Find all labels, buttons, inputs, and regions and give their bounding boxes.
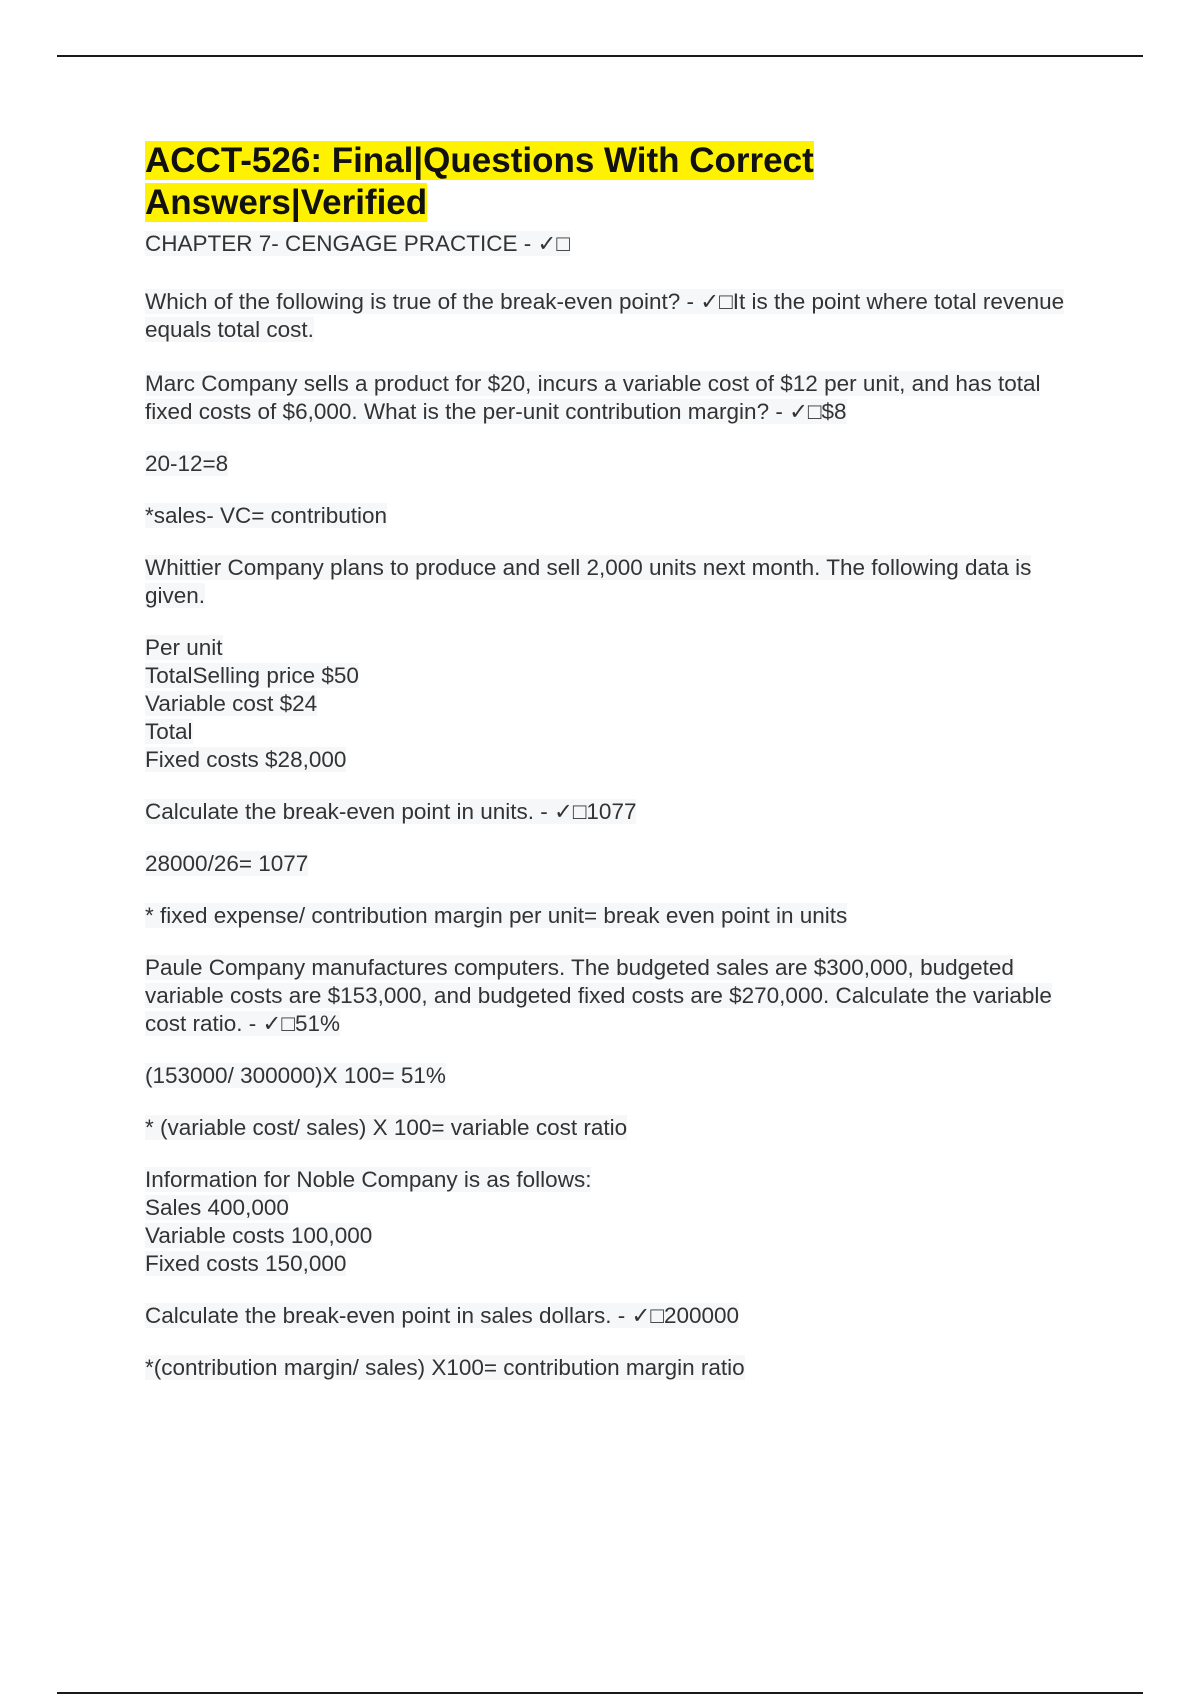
note-contribution: *sales- VC= contribution: [145, 503, 387, 528]
document-body: [145, 140, 1085, 1382]
data-line: Information for Noble Company is as follows:: [145, 1167, 592, 1192]
data-line: Variable cost $24: [145, 691, 318, 716]
data-line: Sales 400,000: [145, 1195, 289, 1220]
footer-rule: [57, 1692, 1143, 1694]
data-line: Per unit: [145, 635, 223, 660]
note-variable-cost-ratio: * (variable cost/ sales) X 100= variable cost ratio: [145, 1115, 628, 1140]
question-break-even-truth: Which of the following is true of the break-even point? - ✓□It is the point where total revenue equals total cost.: [145, 289, 1065, 342]
note-contribution-margin-ratio: *(contribution margin/ sales) X100= contribution margin ratio: [145, 1355, 745, 1380]
data-line: TotalSelling price $50: [145, 663, 359, 688]
question-whittier-intro: Whittier Company plans to produce and sell 2,000 units next month. The following data is given.: [145, 555, 1032, 608]
data-line: Fixed costs 150,000: [145, 1251, 347, 1276]
whittier-data-block: [145, 634, 1085, 774]
document-title: [145, 140, 1085, 224]
question-break-even-sales: Calculate the break-even point in sales dollars. - ✓□200000: [145, 1303, 740, 1328]
header-rule: [57, 55, 1143, 57]
calculation-contribution: 20-12=8: [145, 451, 229, 476]
data-line: Total: [145, 719, 193, 744]
chapter-heading: CHAPTER 7- CENGAGE PRACTICE - ✓□: [145, 231, 570, 256]
question-variable-cost-ratio: Paule Company manufactures computers. The budgeted sales are $300,000, budgeted variable costs are $153,000, and budgeted fixed costs are $270,000. Calculate the variable cost ratio. - ✓□51%: [145, 955, 1052, 1036]
title-line-2: Answers|Verified: [145, 183, 428, 222]
question-break-even-units: Calculate the break-even point in units. - ✓□1077: [145, 799, 637, 824]
question-contribution-margin: Marc Company sells a product for $20, incurs a variable cost of $12 per unit, and has total fixed costs of $6,000. What is the per-unit contribution margin? - ✓□$8: [145, 371, 1041, 424]
data-line: Fixed costs $28,000: [145, 747, 347, 772]
noble-data-block: [145, 1166, 1085, 1278]
note-break-even-units: * fixed expense/ contribution margin per unit= break even point in units: [145, 903, 848, 928]
title-line-1: ACCT-526: Final|Questions With Correct: [145, 141, 814, 180]
data-line: Variable costs 100,000: [145, 1223, 373, 1248]
calculation-variable-cost-ratio: (153000/ 300000)X 100= 51%: [145, 1063, 446, 1088]
calculation-break-even-units: 28000/26= 1077: [145, 851, 309, 876]
